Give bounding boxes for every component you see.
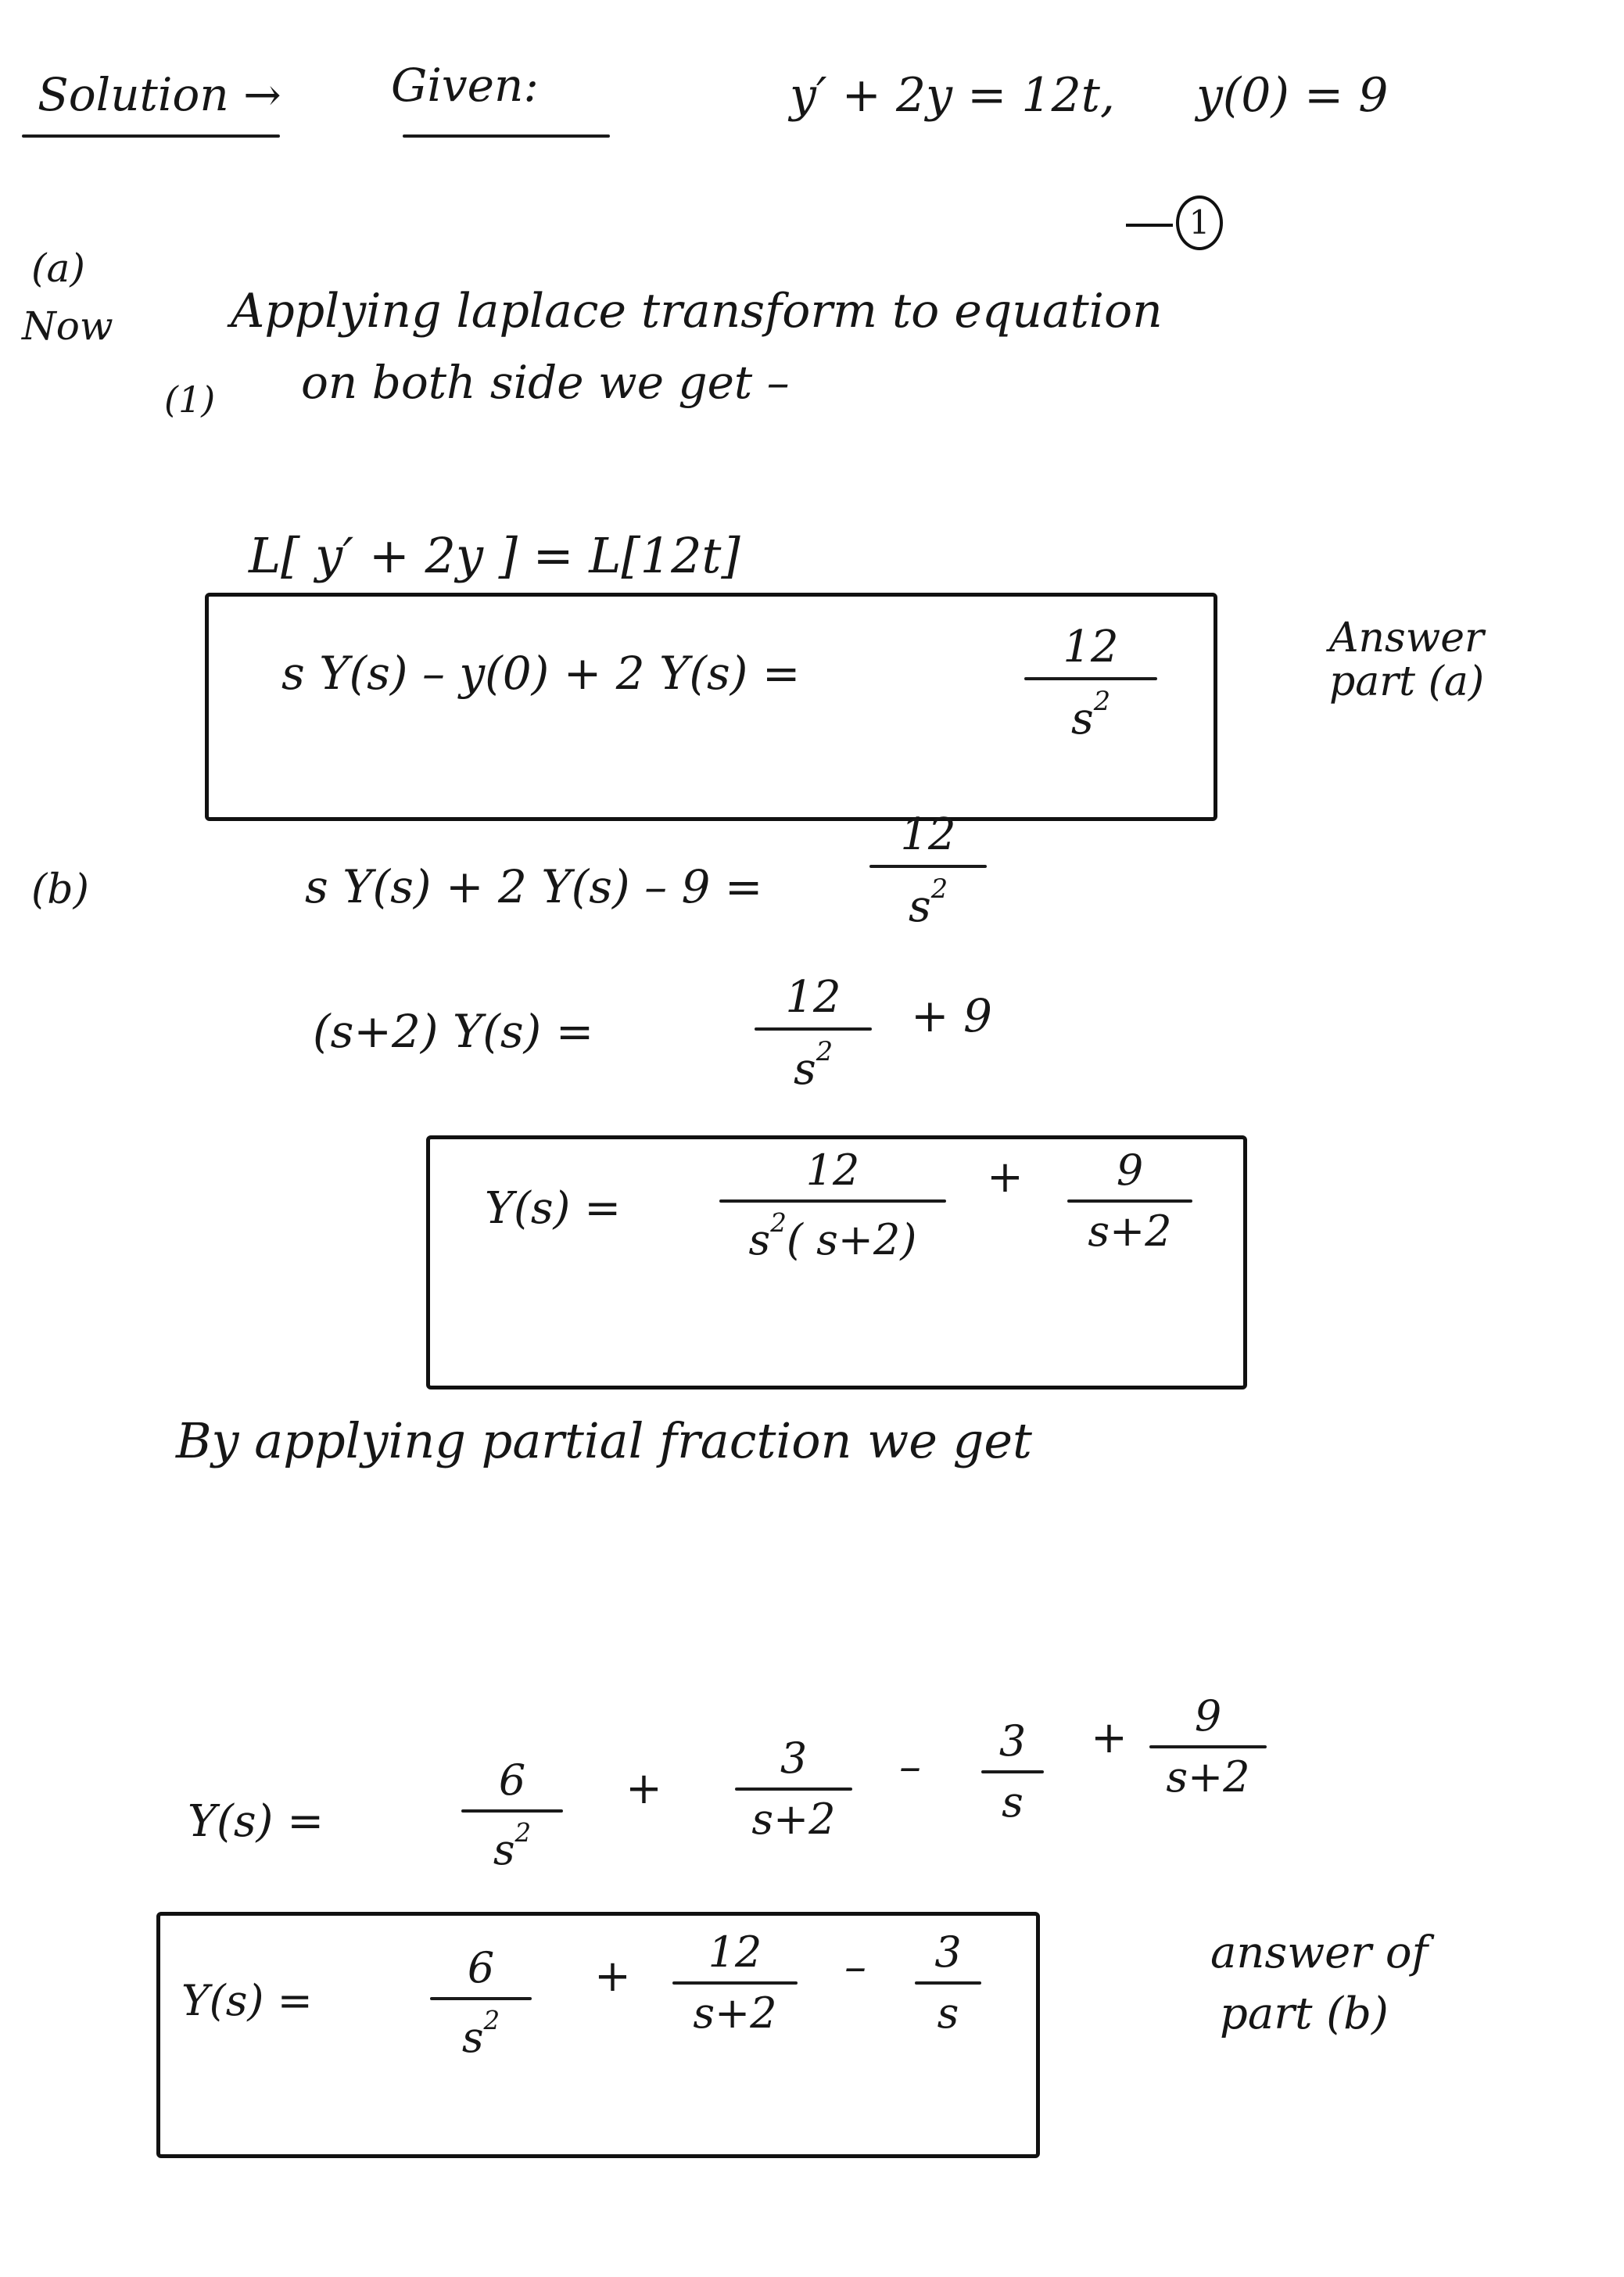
final-term1-denominator: s	[461, 2013, 484, 2063]
given-label: Given:	[391, 59, 539, 112]
part-a-boxed-denominator: s	[1070, 694, 1094, 745]
part-b-answer-note-line2: part (b)	[1220, 1988, 1389, 2039]
pf-minus: –	[899, 1741, 921, 1792]
pf-term2-numerator: 3	[780, 1734, 808, 1783]
part-b-boxed-f1-denominator-tail: ( s+2)	[786, 1215, 917, 1265]
part-b-answer-note-line1: answer of	[1210, 1927, 1429, 1978]
partial-fraction-term2	[735, 1734, 852, 1844]
pf-term3-numerator: 3	[998, 1716, 1027, 1766]
part-b-boxed-f1-denominator: s	[748, 1215, 771, 1265]
final-term1	[430, 1943, 532, 2063]
pf-term1-denominator: s	[493, 1825, 515, 1875]
final-term3-denominator: s	[937, 1988, 959, 2038]
part-b-boxed-f1-numerator: 12	[805, 1146, 860, 1195]
part-b-boxed-fraction1	[719, 1146, 946, 1265]
part-b-step1-lhs: s Y(s) + 2 Y(s) – 9 =	[305, 860, 763, 913]
given-equation: y′ + 2y = 12t,	[790, 68, 1115, 123]
partial-fraction-lhs: Y(s) =	[188, 1796, 324, 1847]
partial-fraction-term1	[461, 1755, 563, 1875]
part-a-text-line2: on both side we get –	[301, 356, 790, 409]
pf-term2-denominator: s+2	[751, 1795, 836, 1844]
final-term2-denominator: s+2	[693, 1988, 777, 2038]
part-a-boxed-fraction	[1024, 622, 1157, 745]
part-b-step2-tail: + 9	[911, 989, 992, 1042]
part-b-step2-numerator: 12	[785, 972, 841, 1023]
part-a-label: (a)	[31, 246, 85, 291]
part-a-text-line1: Applying laplace transform to equation	[231, 284, 1163, 339]
part-b-boxed-f2-denominator: s+2	[1088, 1207, 1172, 1256]
equation-ref-number: 1	[1176, 195, 1223, 250]
final-lhs: Y(s) =	[181, 1976, 313, 2025]
pf-term1-denominator-exp: 2	[514, 1818, 532, 1848]
solution-label: Solution →	[38, 68, 281, 121]
part-b-label: (b)	[31, 866, 89, 913]
part-b-boxed-f2-numerator: 9	[1116, 1146, 1144, 1195]
part-a-boxed-denominator-exp: 2	[1093, 686, 1111, 716]
final-minus: –	[844, 1942, 866, 1992]
part-b-boxed-lhs: Y(s) =	[485, 1183, 622, 1234]
part-b-step2-denominator: s	[793, 1044, 816, 1095]
final-term1-denominator-exp: 2	[483, 2006, 500, 2035]
final-term3	[915, 1927, 981, 2038]
pf-term4-denominator: s+2	[1166, 1752, 1250, 1802]
part-a-text-line2-ref: (1)	[164, 378, 216, 421]
part-b-step2-lhs: (s+2) Y(s) =	[313, 1005, 594, 1058]
final-plus: +	[594, 1951, 631, 2002]
part-a-boxed-numerator: 12	[1063, 622, 1119, 672]
part-b-step1-fraction	[869, 809, 987, 933]
final-term1-numerator: 6	[467, 1943, 495, 1992]
part-b-boxed-fraction2	[1067, 1146, 1192, 1256]
part-a-now: Now	[22, 303, 113, 349]
final-term2	[672, 1927, 798, 2038]
part-b-step1-numerator: 12	[900, 809, 956, 860]
equation-ref-marker	[1126, 195, 1223, 250]
part-a-answer-note-line1: Answer	[1329, 615, 1484, 662]
pf-term3-denominator: s	[1002, 1777, 1024, 1827]
part-a-step1: L[ y′ + 2y ] = L[12t]	[249, 527, 740, 584]
pf-term4-numerator: 9	[1194, 1691, 1222, 1741]
initial-condition: y(0) = 9	[1196, 68, 1389, 123]
part-a-answer-note-line2: part (a)	[1329, 658, 1485, 705]
partial-fraction-term4	[1149, 1691, 1267, 1802]
final-term3-numerator: 3	[934, 1927, 962, 1977]
final-term2-numerator: 12	[708, 1927, 762, 1977]
pf-plus2: +	[1091, 1712, 1127, 1763]
part-b-step2-fraction	[755, 972, 872, 1095]
partial-fraction-term3	[981, 1716, 1044, 1827]
part-a-boxed-lhs: s Y(s) – y(0) + 2 Y(s) =	[281, 647, 801, 700]
part-b-step2-denominator-exp: 2	[816, 1036, 834, 1067]
part-b-step1-denominator-exp: 2	[930, 873, 948, 904]
partial-fraction-text: By applying partial fraction we get	[176, 1412, 1032, 1469]
part-b-step1-denominator: s	[908, 881, 931, 933]
solution-underline	[22, 134, 280, 138]
part-b-boxed-f1-denominator-exp: 2	[770, 1208, 787, 1238]
pf-term1-numerator: 6	[498, 1755, 526, 1805]
part-b-boxed-plus: +	[987, 1152, 1024, 1203]
given-underline	[403, 134, 610, 138]
pf-plus1: +	[626, 1763, 662, 1814]
final-answer-box	[156, 1912, 1040, 2158]
